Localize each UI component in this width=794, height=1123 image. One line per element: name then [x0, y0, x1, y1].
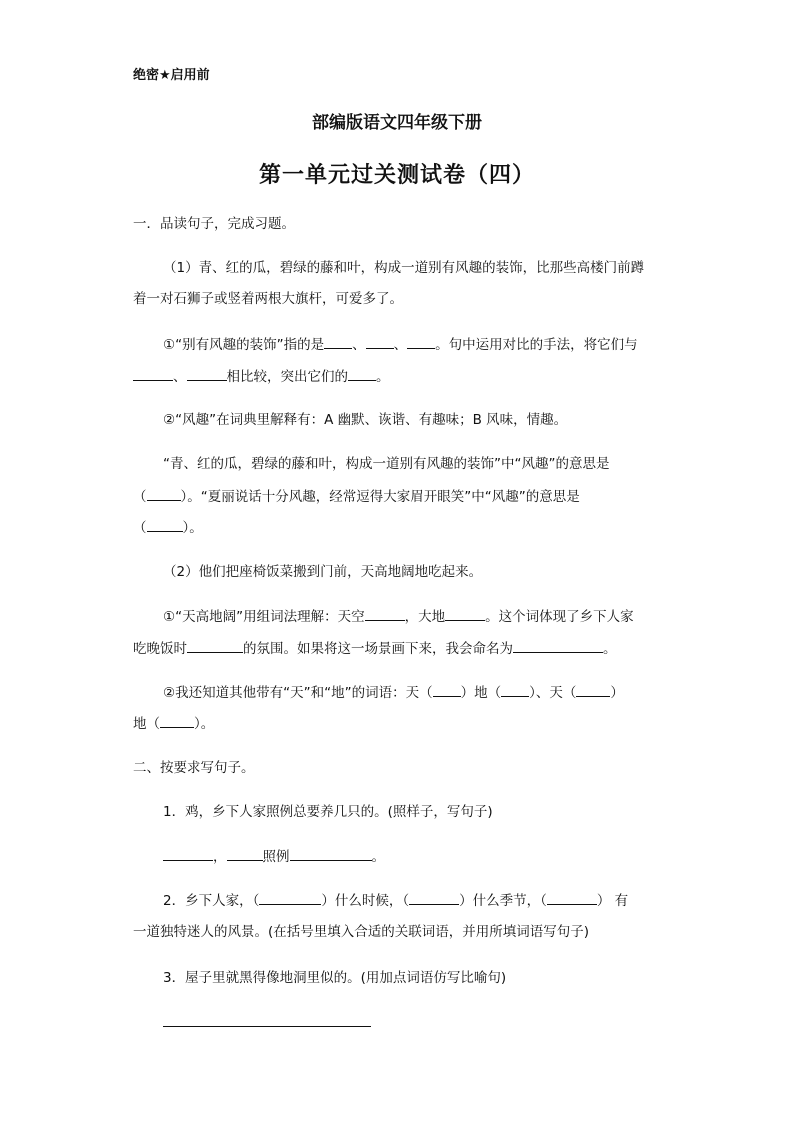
q1-sep: 、: [352, 337, 366, 353]
sentence3-prompt: 3．屋子里就黑得像地洞里似的。(用加点词语仿写比喻句): [163, 970, 507, 986]
question4-line1: [163, 682, 624, 703]
section2-heading: 二、按要求写句子。: [133, 760, 255, 776]
question1-line2: [133, 366, 390, 387]
passage1-line1: （1）青、红的瓜，碧绿的藤和叶，构成一道别有风趣的装饰，比那些高楼门前蹲: [163, 260, 645, 276]
q3-text: 。这个词体现了乡下人家: [485, 609, 634, 625]
blank[interactable]: [147, 486, 181, 501]
question4-line2: [133, 713, 214, 734]
question3-line1: [163, 606, 634, 627]
q1-sep: 、: [393, 337, 408, 353]
q2-text: ）。“夏丽说话十分风趣，经常逗得大家眉开眼笑”中“风趣”的意思是: [180, 489, 580, 505]
blank[interactable]: [547, 890, 597, 905]
s2-text: ）什么季节，（: [459, 893, 547, 909]
blank[interactable]: [324, 334, 352, 349]
blank[interactable]: [409, 890, 459, 905]
blank[interactable]: [163, 846, 213, 861]
blank[interactable]: [513, 638, 603, 653]
q4-text: ）: [610, 685, 624, 701]
question2-line1: “青、红的瓜，碧绿的藤和叶，构成一道别有风趣的装饰”中“风趣”的意思是: [163, 456, 610, 472]
sentence1-prompt: 1．鸡，乡下人家照例总要养几只的。(照样子，写句子): [163, 804, 493, 820]
blank[interactable]: [348, 366, 376, 381]
blank[interactable]: [290, 846, 372, 861]
sentence3-answer-line[interactable]: [163, 1026, 371, 1027]
question1-line1: [163, 334, 638, 355]
q2-text: （: [133, 520, 147, 536]
passage2: （2）他们把座椅饭菜搬到门前，天高地阔地吃起来。: [163, 564, 483, 580]
s1-text: ，: [213, 849, 227, 865]
sentence1-answer: [163, 846, 385, 867]
blank[interactable]: [366, 334, 394, 349]
blank[interactable]: [259, 890, 321, 905]
blank[interactable]: [187, 638, 243, 653]
q4-text: ）地（: [460, 685, 502, 701]
blank[interactable]: [576, 682, 610, 697]
q1-text: ①“别有风趣的装饰”指的是: [163, 337, 325, 353]
s2-text: ） 有: [596, 893, 629, 909]
q1-text: 。句中运用对比的手法，将它们与: [435, 337, 638, 353]
confidential-label: 绝密★启用前: [133, 68, 210, 83]
blank[interactable]: [133, 366, 173, 381]
s2-text: ）什么时候，（: [321, 893, 410, 909]
q2-text: （: [133, 489, 147, 505]
blank[interactable]: [187, 366, 227, 381]
question2-line3: [133, 517, 203, 538]
q2-text: ）。: [182, 520, 203, 536]
exam-subtitle: 部编版语文四年级下册: [312, 113, 482, 133]
blank[interactable]: [160, 713, 194, 728]
q3-text: 。: [603, 641, 617, 657]
sentence2-line1: [163, 890, 628, 911]
blank[interactable]: [501, 682, 529, 697]
q1-text: 相比较，突出它们的: [226, 369, 348, 385]
q3-text: ①“天高地阔”用组词法理解：天空: [163, 609, 365, 625]
q4-text: ）。: [194, 716, 215, 732]
blank[interactable]: [407, 334, 435, 349]
q4-text: 地（: [133, 716, 160, 732]
q3-text: ，大地: [404, 609, 446, 625]
blank[interactable]: [147, 517, 183, 532]
blank[interactable]: [433, 682, 461, 697]
blank[interactable]: [365, 606, 405, 621]
blank[interactable]: [227, 846, 263, 861]
question3-line2: [133, 638, 617, 659]
exam-title: 第一单元过关测试卷（四）: [258, 163, 535, 188]
q4-text: ②我还知道其他带有“天”和“地”的词语：天（: [163, 685, 433, 701]
blank[interactable]: [445, 606, 485, 621]
s1-text: 照例: [262, 849, 290, 865]
question2-definition: ②“风趣”在词典里解释有：A 幽默、诙谐、有趣味；B 风味，情趣。: [163, 412, 568, 428]
question2-line2: [133, 486, 580, 507]
s2-text: 2．乡下人家，（: [163, 893, 260, 909]
passage1-line2: 着一对石狮子或竖着两根大旗杆，可爱多了。: [133, 291, 403, 307]
q3-text: 的氛围。如果将这一场景画下来，我会命名为: [243, 641, 513, 657]
q4-text: ）、天（: [529, 685, 577, 701]
section1-heading: 一．品读句子，完成习题。: [133, 216, 295, 232]
sentence2-line2: 一道独特迷人的风景。(在括号里填入合适的关联词语，并用所填词语写句子): [133, 924, 590, 940]
q1-sep: 、: [173, 369, 187, 385]
q1-text: 。: [376, 369, 390, 385]
q3-text: 吃晚饭时: [133, 641, 187, 657]
s1-text: 。: [371, 849, 385, 865]
